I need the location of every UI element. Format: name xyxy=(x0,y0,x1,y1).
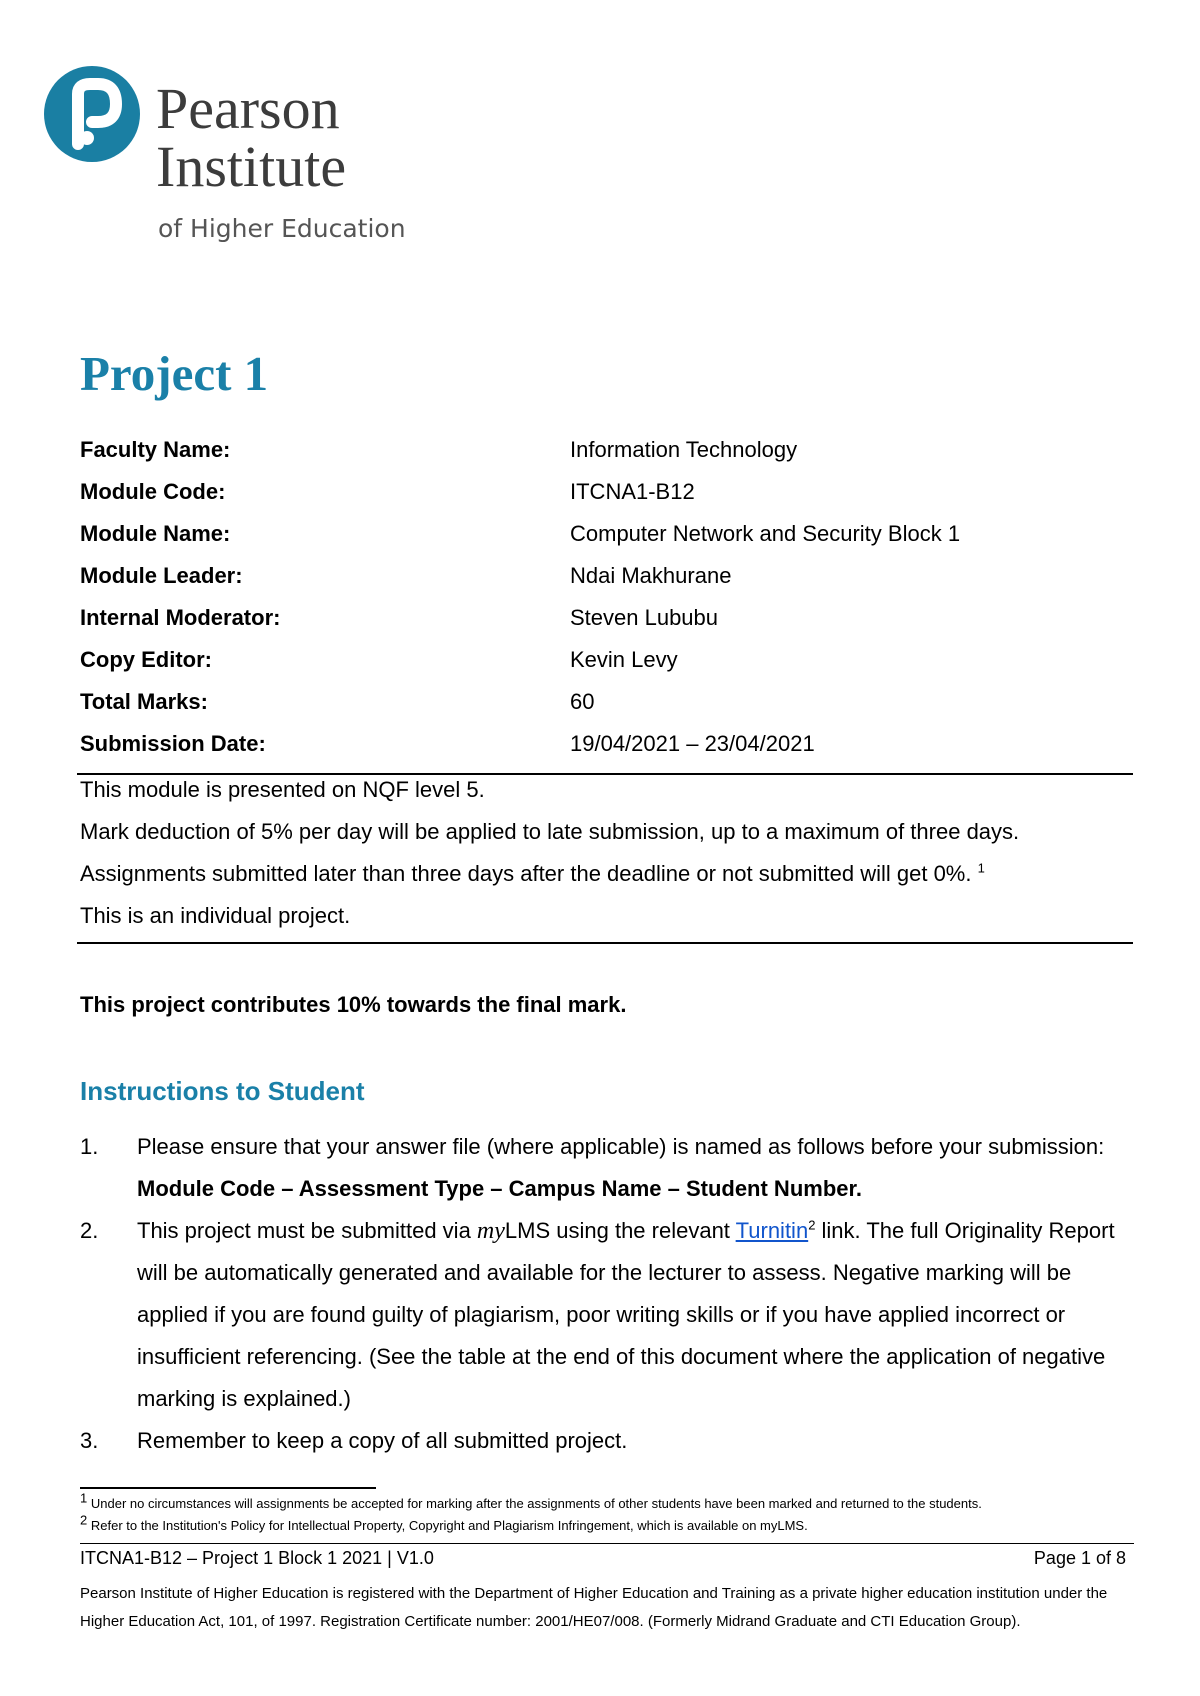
meta-value: ITCNA1-B12 xyxy=(570,479,695,504)
contribution-statement: This project contributes 10% towards the final mark. xyxy=(80,992,627,1017)
pearson-p-icon xyxy=(44,66,140,162)
meta-value: Steven Lububu xyxy=(570,605,719,630)
meta-label: Internal Moderator: xyxy=(80,605,281,630)
module-details-table xyxy=(80,436,1130,772)
list-item xyxy=(80,1126,1140,1210)
footnote-number: 2 xyxy=(80,1512,88,1528)
instruction-end: . xyxy=(855,1176,862,1201)
footnote-number: 1 xyxy=(80,1490,88,1506)
meta-value: Kevin Levy xyxy=(570,647,678,672)
footnote-text: Refer to the Institution's Policy for Intellectual Property, Copyright and Plagiarism Infringement, which is available on myLMS. xyxy=(90,1518,808,1533)
footnote-ref: 2 xyxy=(808,1217,816,1233)
instruction-text: link. The full Originality Report will be automatically generated and available for the lecturer to assess. Negative marking will be applied if you are found guilty of plagiarism, poor writing skills or if you have applied incorrect or insufficient referencing. (See the table at the end of this document where the application of negative marking is explained.) xyxy=(137,1218,1115,1411)
instruction-italic: my xyxy=(476,1218,505,1244)
meta-value: Computer Network and Security Block 1 xyxy=(570,521,961,546)
divider xyxy=(77,773,1133,775)
instruction-text: Remember to keep a copy of all submitted project. xyxy=(137,1428,628,1453)
meta-value: 19/04/2021 – 23/04/2021 xyxy=(570,731,815,756)
list-number: 3. xyxy=(80,1428,99,1453)
footnote-divider xyxy=(80,1487,376,1489)
info-line-text: Assignments submitted later than three days after the deadline or not submitted will get 0%. xyxy=(80,861,972,886)
meta-value: 60 xyxy=(570,689,595,714)
module-info-block xyxy=(80,776,1140,944)
meta-row xyxy=(80,520,1130,562)
instruction-text: LMS using the relevant xyxy=(504,1218,736,1243)
footnote-text: Under no circumstances will assignments be accepted for marking after the assignments of other students have been marked and returned to the students. xyxy=(90,1496,982,1511)
meta-row xyxy=(80,478,1130,520)
footer-page-number: Page 1 of 8 xyxy=(1033,1548,1126,1568)
meta-row xyxy=(80,436,1130,478)
meta-label: Module Name: xyxy=(80,521,231,546)
meta-label: Copy Editor: xyxy=(80,647,212,672)
logo-text-pearson: Pearson xyxy=(156,76,340,141)
instructions-list xyxy=(80,1126,1140,1462)
instruction-bold: Module Code – Assessment Type – Campus Name – Student Number xyxy=(137,1176,856,1201)
meta-row xyxy=(80,646,1130,688)
instructions-heading: Instructions to Student xyxy=(80,1076,365,1106)
list-item xyxy=(80,1210,1140,1420)
info-line xyxy=(80,860,1140,902)
meta-row xyxy=(80,688,1130,730)
turnitin-link[interactable]: Turnitin xyxy=(735,1218,809,1243)
list-item xyxy=(80,1420,1140,1462)
meta-label: Module Code: xyxy=(80,479,226,504)
meta-row xyxy=(80,730,1130,772)
meta-value: Ndai Makhurane xyxy=(570,563,732,588)
meta-label: Total Marks: xyxy=(80,689,208,714)
list-number: 1. xyxy=(80,1134,99,1159)
footer-registration-note: Pearson Institute of Higher Education is registered with the Department of Higher Education and Training as a private higher education institution under the Higher Education Act, 101, of 1997. Registration Certificate number: 2001/HE07/008. (Formerly Midrand Graduate and CTI Education Group). xyxy=(80,1585,1108,1630)
info-line: This module is presented on NQF level 5. xyxy=(80,777,485,802)
meta-label: Module Leader: xyxy=(80,563,243,588)
footnote xyxy=(80,1490,982,1511)
meta-label: Submission Date: xyxy=(80,731,266,756)
info-line: This is an individual project. xyxy=(80,903,351,928)
meta-row xyxy=(80,604,1130,646)
meta-label: Faculty Name: xyxy=(80,437,231,462)
divider xyxy=(77,942,1133,944)
footnote-ref: 1 xyxy=(977,860,985,876)
page-title: Project 1 xyxy=(80,346,269,401)
instruction-text: This project must be submitted via xyxy=(137,1218,477,1243)
meta-row xyxy=(80,562,1130,604)
meta-value: Information Technology xyxy=(570,437,798,462)
footer-doc-id: ITCNA1-B12 – Project 1 Block 1 2021 | V1.0 xyxy=(80,1548,434,1568)
footer-divider xyxy=(80,1543,1134,1544)
list-number: 2. xyxy=(80,1218,99,1243)
info-line: Mark deduction of 5% per day will be applied to late submission, up to a maximum of three days. xyxy=(80,819,1020,844)
instruction-text: Please ensure that your answer file (where applicable) is named as follows before your submission: xyxy=(137,1134,1105,1159)
logo-text-subtitle: of Higher Education xyxy=(158,214,406,243)
footnote xyxy=(80,1512,808,1533)
logo-text-institute: Institute xyxy=(156,134,347,199)
